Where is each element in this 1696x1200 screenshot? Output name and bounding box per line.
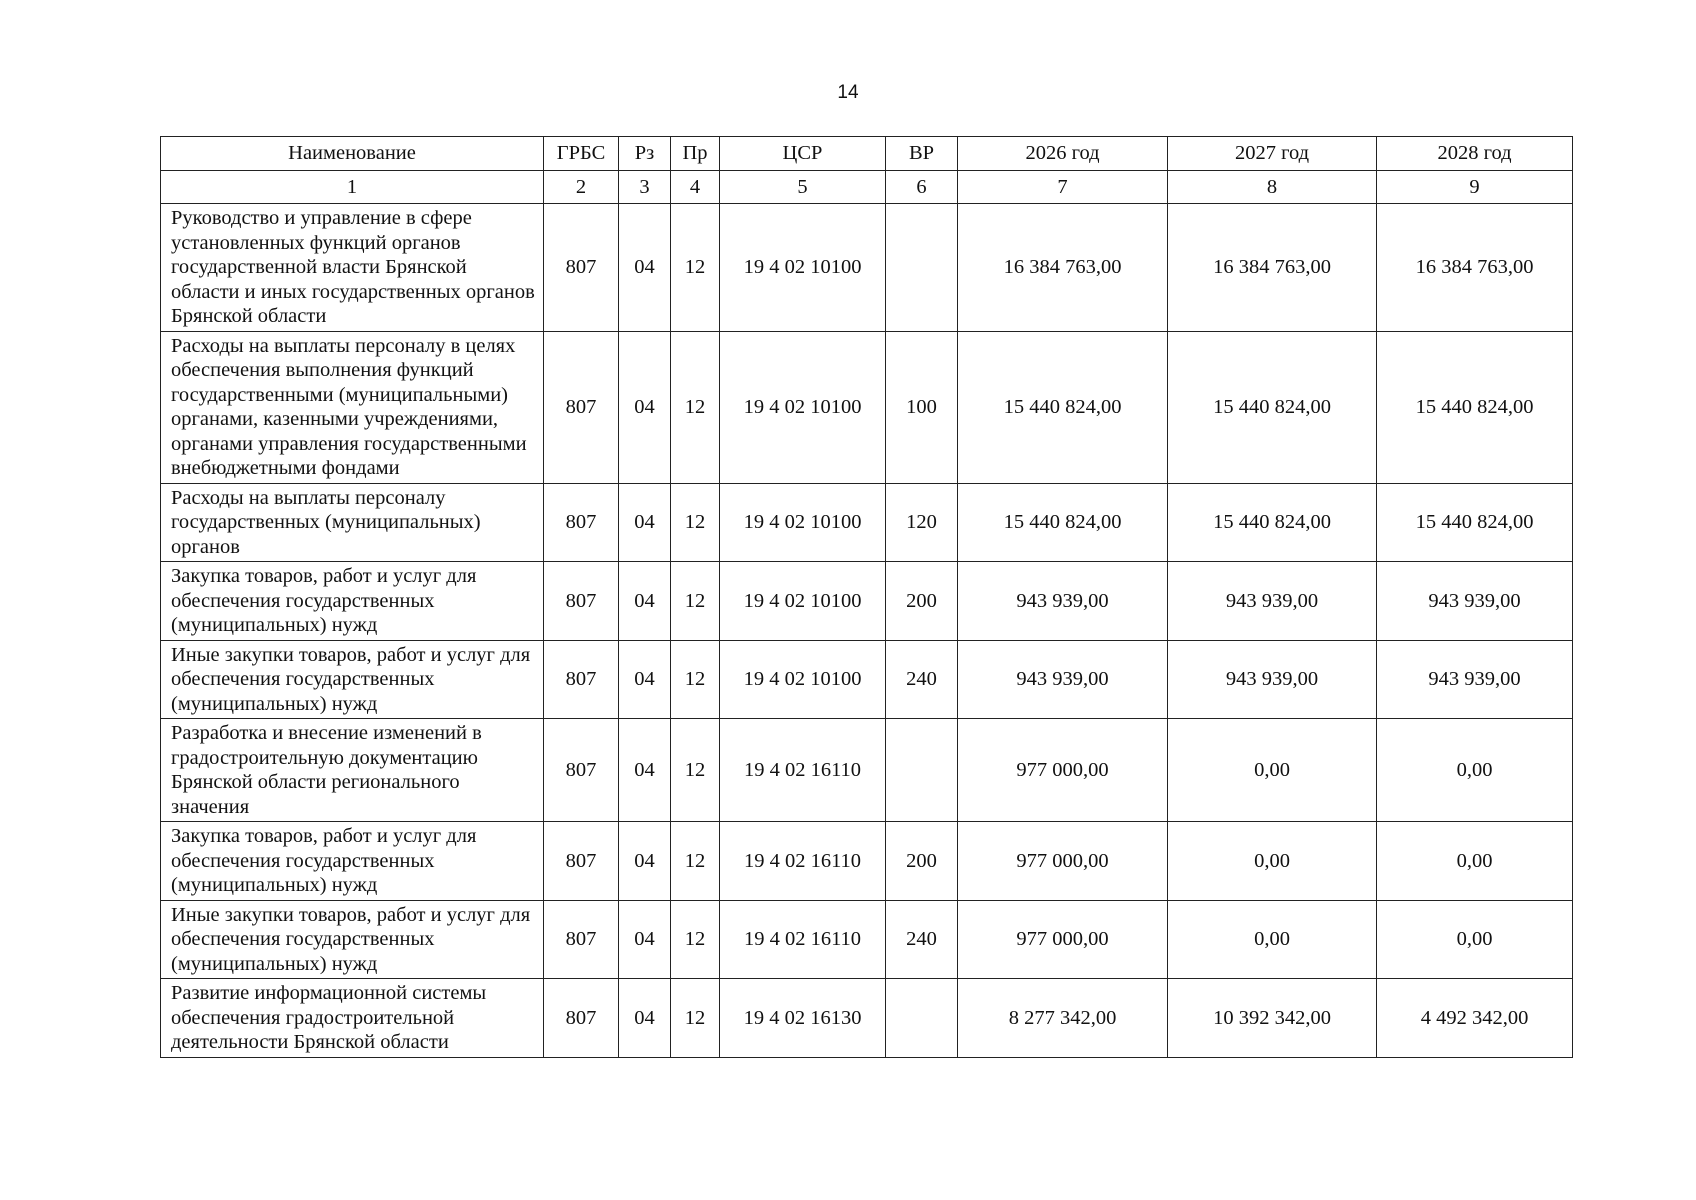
row-2027: 0,00: [1168, 719, 1377, 822]
table-row: [161, 979, 1573, 1058]
header-grbs: ГРБС: [544, 137, 619, 171]
row-2026: 15 440 824,00: [958, 331, 1168, 483]
row-grbs: 807: [544, 483, 619, 562]
row-2027: 943 939,00: [1168, 640, 1377, 719]
column-number: 9: [1377, 171, 1573, 204]
row-2028: 15 440 824,00: [1377, 331, 1573, 483]
row-2028: 4 492 342,00: [1377, 979, 1573, 1058]
row-2027: 0,00: [1168, 900, 1377, 979]
budget-table: [160, 136, 1573, 1058]
row-2028: 0,00: [1377, 822, 1573, 901]
row-name: Руководство и управление в сфере установленных функций органов государственной власти Брянской области и иных государственных органов Брянской области: [161, 204, 544, 332]
row-rz: 04: [619, 640, 671, 719]
row-2028: 16 384 763,00: [1377, 204, 1573, 332]
row-pr: 12: [671, 979, 720, 1058]
row-2028: 15 440 824,00: [1377, 483, 1573, 562]
row-2028: 943 939,00: [1377, 640, 1573, 719]
row-grbs: 807: [544, 719, 619, 822]
row-2027: 15 440 824,00: [1168, 331, 1377, 483]
row-vr: [886, 979, 958, 1058]
column-number-row: [161, 171, 1573, 204]
table-row: [161, 900, 1573, 979]
column-number: 5: [720, 171, 886, 204]
row-name: Развитие информационной системы обеспечения градостроительной деятельности Брянской области: [161, 979, 544, 1058]
row-vr: [886, 204, 958, 332]
row-2026: 977 000,00: [958, 719, 1168, 822]
row-vr: 240: [886, 900, 958, 979]
row-grbs: 807: [544, 204, 619, 332]
row-pr: 12: [671, 562, 720, 641]
row-grbs: 807: [544, 979, 619, 1058]
row-2026: 977 000,00: [958, 900, 1168, 979]
row-name: Закупка товаров, работ и услуг для обеспечения государственных (муниципальных) нужд: [161, 562, 544, 641]
row-name: Закупка товаров, работ и услуг для обеспечения государственных (муниципальных) нужд: [161, 822, 544, 901]
row-vr: [886, 719, 958, 822]
row-vr: 120: [886, 483, 958, 562]
header-2027: 2027 год: [1168, 137, 1377, 171]
row-2027: 10 392 342,00: [1168, 979, 1377, 1058]
row-vr: 100: [886, 331, 958, 483]
row-csr: 19 4 02 16130: [720, 979, 886, 1058]
row-2026: 8 277 342,00: [958, 979, 1168, 1058]
table-row: [161, 719, 1573, 822]
column-number: 3: [619, 171, 671, 204]
column-number: 6: [886, 171, 958, 204]
row-grbs: 807: [544, 331, 619, 483]
row-name: Иные закупки товаров, работ и услуг для обеспечения государственных (муниципальных) нужд: [161, 900, 544, 979]
column-number: 2: [544, 171, 619, 204]
row-2026: 943 939,00: [958, 562, 1168, 641]
row-csr: 19 4 02 10100: [720, 331, 886, 483]
column-number: 1: [161, 171, 544, 204]
row-pr: 12: [671, 331, 720, 483]
row-2028: 0,00: [1377, 719, 1573, 822]
header-row: [161, 137, 1573, 171]
row-name: Иные закупки товаров, работ и услуг для обеспечения государственных (муниципальных) нужд: [161, 640, 544, 719]
row-vr: 200: [886, 562, 958, 641]
row-csr: 19 4 02 10100: [720, 483, 886, 562]
row-pr: 12: [671, 204, 720, 332]
header-csr: ЦСР: [720, 137, 886, 171]
row-vr: 200: [886, 822, 958, 901]
row-name: Разработка и внесение изменений в градостроительную документацию Брянской области регионального значения: [161, 719, 544, 822]
row-2026: 15 440 824,00: [958, 483, 1168, 562]
row-pr: 12: [671, 483, 720, 562]
header-2028: 2028 год: [1377, 137, 1573, 171]
header-vr: ВР: [886, 137, 958, 171]
row-vr: 240: [886, 640, 958, 719]
row-rz: 04: [619, 483, 671, 562]
row-csr: 19 4 02 10100: [720, 204, 886, 332]
row-rz: 04: [619, 204, 671, 332]
row-grbs: 807: [544, 900, 619, 979]
row-name: Расходы на выплаты персоналу государственных (муниципальных) органов: [161, 483, 544, 562]
table-row: [161, 822, 1573, 901]
row-csr: 19 4 02 10100: [720, 562, 886, 641]
row-grbs: 807: [544, 640, 619, 719]
row-2027: 0,00: [1168, 822, 1377, 901]
row-2028: 0,00: [1377, 900, 1573, 979]
row-pr: 12: [671, 900, 720, 979]
row-rz: 04: [619, 331, 671, 483]
header-name: Наименование: [161, 137, 544, 171]
header-pr: Пр: [671, 137, 720, 171]
row-2027: 15 440 824,00: [1168, 483, 1377, 562]
header-rz: Рз: [619, 137, 671, 171]
row-pr: 12: [671, 640, 720, 719]
row-2026: 16 384 763,00: [958, 204, 1168, 332]
row-2027: 943 939,00: [1168, 562, 1377, 641]
table-row: [161, 483, 1573, 562]
row-grbs: 807: [544, 562, 619, 641]
row-rz: 04: [619, 979, 671, 1058]
row-rz: 04: [619, 822, 671, 901]
column-number: 4: [671, 171, 720, 204]
header-2026: 2026 год: [958, 137, 1168, 171]
row-pr: 12: [671, 822, 720, 901]
table-row: [161, 204, 1573, 332]
column-number: 7: [958, 171, 1168, 204]
row-name: Расходы на выплаты персоналу в целях обеспечения выполнения функций государственными (муниципальными) органами, казенными учреждениями, органами управления государственными внебюджетными фондами: [161, 331, 544, 483]
row-2028: 943 939,00: [1377, 562, 1573, 641]
row-csr: 19 4 02 16110: [720, 822, 886, 901]
row-csr: 19 4 02 16110: [720, 900, 886, 979]
row-2027: 16 384 763,00: [1168, 204, 1377, 332]
row-rz: 04: [619, 719, 671, 822]
row-2026: 943 939,00: [958, 640, 1168, 719]
row-grbs: 807: [544, 822, 619, 901]
table-row: [161, 640, 1573, 719]
row-csr: 19 4 02 10100: [720, 640, 886, 719]
page-number: 14: [837, 82, 859, 103]
row-csr: 19 4 02 16110: [720, 719, 886, 822]
row-pr: 12: [671, 719, 720, 822]
row-2026: 977 000,00: [958, 822, 1168, 901]
table-row: [161, 562, 1573, 641]
column-number: 8: [1168, 171, 1377, 204]
row-rz: 04: [619, 562, 671, 641]
table-row: [161, 331, 1573, 483]
row-rz: 04: [619, 900, 671, 979]
